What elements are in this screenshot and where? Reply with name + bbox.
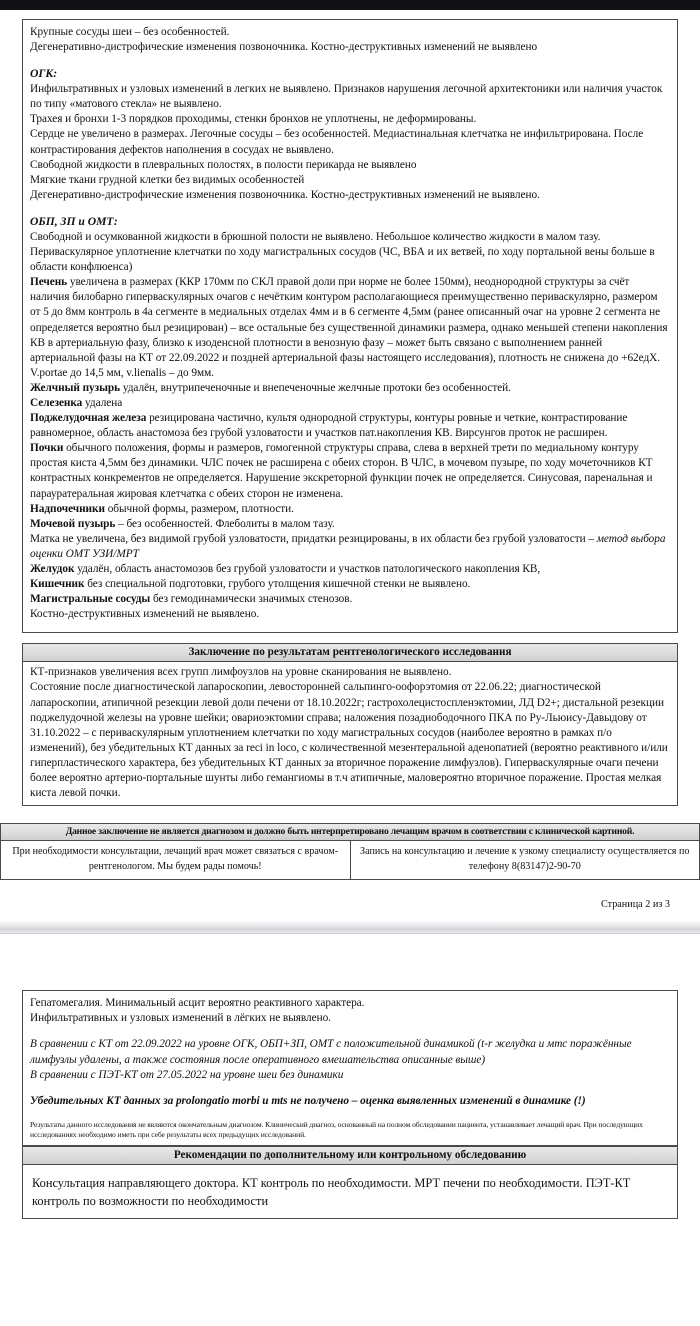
- conclusion-section-banner: Заключение по результатам рентгенологического исследования: [22, 643, 678, 661]
- section-spacer: [30, 1109, 670, 1120]
- block-gap: [22, 633, 678, 643]
- conclusion-continued-block: [22, 990, 678, 1145]
- obp-intro-line: Свободной и осумкованной жидкости в брюшной полости не выявлено. Небольшое количество жидкости в малом тазу. Периваскулярное уплотнение клетчатки по ходу магистральных сосудов (ЧС, ВБА и их ветвей, по ходу портальной вены больше в области конфлюенса): [30, 230, 655, 274]
- page-separator: [0, 912, 700, 944]
- contact-cell-radiologist: При необходимости консультации, лечащий врач может связаться с врачом-рентгенологом. Мы будем рады помочь!: [1, 841, 351, 880]
- recommendations-section-banner: Рекомендации по дополнительному или контрольному обследованию: [22, 1146, 678, 1164]
- section-spacer: [30, 1026, 670, 1037]
- comparison-text: В сравнении с ПЭТ-КТ от 27.05.2022 на уровне шеи без динамики: [30, 1068, 344, 1081]
- organ-term: Желчный пузырь: [30, 381, 121, 394]
- table-row: [1, 841, 700, 880]
- organ-term: Магистральные сосуды: [30, 593, 151, 606]
- legal-disclaimer-banner: Данное заключение не является диагнозом и должно быть интерпретировано лечащим врачом в соответствии с клинической картиной.: [0, 823, 700, 841]
- organ-finding-intestine: [30, 577, 670, 592]
- organ-text: увеличена в размерах (ККР 170мм по СКЛ правой доли при норме не более 150мм), неоднородной структуры за счёт наличия билобарно гиперваскулярных очагов с нечётким контуром располагающиеся преимущественно периваскулярно, размером от 5 до 8мм контроль в 4а сегменте в медиальных отделах 4мм и в 6 сегменте 4,5мм (ранее описанный очаг на уровне 2 сегмента не определяется вероятно был резицирован) – все остальные без существенной динамики размера, однако меньшей степени накопления КВ в артериальную фазу, близко к изоденсной плотности в венозную фазу – может быть связано с выполнением ранней артериальной фазы на КТ от 22.09.2022 и поздней артериальной фазы настоящего исследования), плотность не снижена до +62едХ. V.portae до 14,5 мм, v.lienalis – до 9мм.: [30, 276, 668, 379]
- organ-finding-kidneys: [30, 441, 670, 501]
- organ-finding-great-vessels: [30, 592, 670, 607]
- organ-finding-pancreas: [30, 411, 670, 441]
- comparison-text: В сравнении с КТ от 22.09.2022 на уровне ОГК, ОБП+ЗП, ОМТ с положительной динамикой (t-r желудка и мтс поражённые лимфузлы удалены, а также состояния после оперативного вмешательства описанные выше): [30, 1038, 632, 1066]
- block-bottom-spacer: [30, 622, 670, 628]
- contact-table: [0, 841, 700, 880]
- organ-finding-bladder: [30, 517, 670, 532]
- organ-term: Селезенка: [30, 396, 83, 409]
- report-page-2: [0, 10, 700, 912]
- organ-term: Надпочечники: [30, 502, 105, 515]
- organ-text: удалена: [82, 396, 123, 409]
- organ-term: Печень: [30, 276, 68, 289]
- section-spacer: [30, 55, 670, 66]
- recommendations-text: Консультация направляющего доктора. КТ контроль по необходимости. МРТ печени по необходимости. ПЭТ-КТ контроль по возможности по необходимости: [32, 1175, 631, 1208]
- footer-region: [0, 823, 700, 880]
- footer-gap: [22, 806, 678, 823]
- organ-text: обычного положения, формы и размеров, гомогенной структуры справа, слева в верхней трети по медиальному контуру простая киста 4,5мм без динамики. ЧЛС почек не расширена с обеих сторон. В ЧЛС, в мочевом пузыре, по ходу мочеточников КТ контрастных конкрементов не определяется. Нарушение экскреторной функции почек не определяется. Синусовая, паренальная и парауратеральная жировая клетчатка с обеих сторон не изменена.: [30, 442, 653, 500]
- organ-text: обычной формы, размером, плотности.: [104, 502, 294, 515]
- page-separator-line: [0, 933, 700, 934]
- findings-block: [22, 19, 678, 633]
- organ-term: Мочевой пузырь: [30, 517, 116, 530]
- ogk-line: Дегенеративно-дистрофические изменения позвоночника. Костно-деструктивных изменений не выявлено.: [30, 188, 540, 201]
- page-3-top-margin: [0, 944, 700, 990]
- page-number-label: Страница 2 из 3: [600, 899, 670, 911]
- organ-finding-adrenals: [30, 502, 670, 517]
- comparison-note-ct: [30, 1037, 670, 1067]
- viewer-top-chrome-bar: [0, 0, 700, 10]
- report-page-3: [0, 990, 700, 1218]
- neck-spine-finding-line: Дегенеративно-дистрофические изменения позвоночника. Костно-деструктивных изменений не выявлено: [30, 41, 538, 54]
- organ-term: Поджелудочная железа: [30, 412, 147, 425]
- organ-finding-uterus: [30, 532, 670, 562]
- organ-term: Желудок: [30, 563, 75, 575]
- organ-text: удалён, область анастомозов без грубой узловатости и участков патологического накопления КВ,: [74, 563, 541, 575]
- organ-finding-spleen: [30, 396, 670, 411]
- neck-finding-line: Крупные сосуды шеи – без особенностей.: [30, 26, 230, 38]
- verdict-text: Убедительных КТ данных за prolongatio morbi и mts не получено – оценка выявленных изменений в динамике (!): [30, 1094, 586, 1107]
- organ-term: Кишечник: [30, 578, 85, 591]
- final-verdict: [30, 1094, 670, 1109]
- organ-finding-liver: [30, 275, 670, 381]
- ogk-line: Свободной жидкости в плевральных полостях, в полости перикарда не выявлено: [30, 158, 417, 171]
- section-heading-ogk: ОГК:: [30, 67, 58, 81]
- organ-finding-gallbladder: [30, 381, 670, 396]
- organ-term: Почки: [30, 442, 64, 455]
- contact-cell-appointment: Запись на консультацию и лечение к узкому специалисту осуществляется по телефону 8(83147)2-90-70: [350, 841, 700, 880]
- uterus-text: Матка не увеличена, без видимой грубой узловатости, придатки резицированы, в их области без грубой узловатости –: [30, 532, 597, 545]
- section-spacer: [30, 203, 670, 214]
- conclusion-block: [22, 661, 678, 806]
- section-heading-obp: ОБП, ЗП и ОМТ:: [30, 214, 118, 228]
- section-spacer: [30, 1083, 670, 1094]
- conclusion-line: Состояние после диагностической лапароскопии, левосторонней сальпинго-оофорэтомия от 22.06.22; диагностической лапароскопии, атипичной резекции левой доли печени от 18.10.2022г; гастрохолецистоспленэктомии, ЛД D2+; дистальной резекции поджелудочной железы на уровне шейки; овариоэктомии справа; наложения позадиободочного ПКА по Ру-Льюису-Давыдову от 31.10.2022 – с периваскулярным уплотнением клетчатки по ходу магистральных сосудов (наиболее вероятно в рамках п/о изменений), без убедительных КТ данных за reci in loco, с количественной мезентеральной аденопатией (вероятно реактивного и/или гиперпластического характера, без убедительных КТ данных за вторичное поражение лимфузлов). Гиперваскулярные очаги печени более вероятно артерио-портальные шунты либо гемангиомы в т.ч атипичные, маловероятно вторичное поражение. Простая мелкая киста левой почки.: [30, 681, 668, 800]
- conclusion-line: Гепатомегалия. Минимальный асцит вероятно реактивного характера.: [30, 997, 365, 1010]
- organ-text: без гемодинамически значимых стенозов.: [150, 593, 353, 606]
- comparison-note-pet-ct: [30, 1068, 670, 1083]
- ogk-line: Инфильтративных и узловых изменений в легких не выявлено. Признаков нарушения легочной архитектоники или наличия участок по типу «матового стекла» не выявлено.: [30, 83, 663, 111]
- conclusion-line: КТ-признаков увеличения всех групп лимфоузлов на уровне сканирования не выявлено.: [30, 666, 452, 679]
- uterus-method-note: метод выбора оценки ОМТ УЗИ/МРТ: [30, 532, 666, 560]
- organ-text: удалён, внутрипеченочные и внепеченочные желчные протоки без особенностей.: [120, 381, 511, 394]
- organ-text: без специальной подготовки, грубого утолщения кишечной стенки не выявлено.: [84, 578, 471, 591]
- ogk-line: Трахея и бронхи 1-3 порядков проходимы, стенки бронхов не уплотнены, не деформированы.: [30, 113, 477, 126]
- organ-text: – без особенностей. Флеболиты в малом тазу.: [115, 517, 335, 530]
- recommendations-block: [22, 1164, 678, 1219]
- conclusion-line: Инфильтративных и узловых изменений в лёгких не выявлено.: [30, 1012, 331, 1025]
- ogk-line: Сердце не увеличено в размерах. Легочные сосуды – без особенностей. Медиастинальная клетчатка не инфильтрирована. После контрастирования дефектов наполнения в сосудах не выявлено.: [30, 128, 644, 156]
- ogk-line: Мягкие ткани грудной клетки без видимых особенностей: [30, 173, 305, 186]
- organ-finding-stomach: [30, 562, 670, 577]
- organ-text: резицирована частично, культя однородной структуры, контуры ровные и четкие, контрастирование равномерное, область анастомоза без грубой узловатости и участков пат.накопления КВ. Вирсунгов проток не расширен.: [30, 412, 628, 440]
- bone-finding-line: Костно-деструктивных изменений не выявлено.: [30, 608, 260, 621]
- fineprint-disclaimer: Результаты данного исследования не являются окончательным диагнозом. Клинический диагноз, основанный на полном обследовании пациента, устанавливает лечащий врач. При последующих исследованиях необходимо иметь при себе результаты всех предыдущих исследований.: [30, 1119, 643, 1140]
